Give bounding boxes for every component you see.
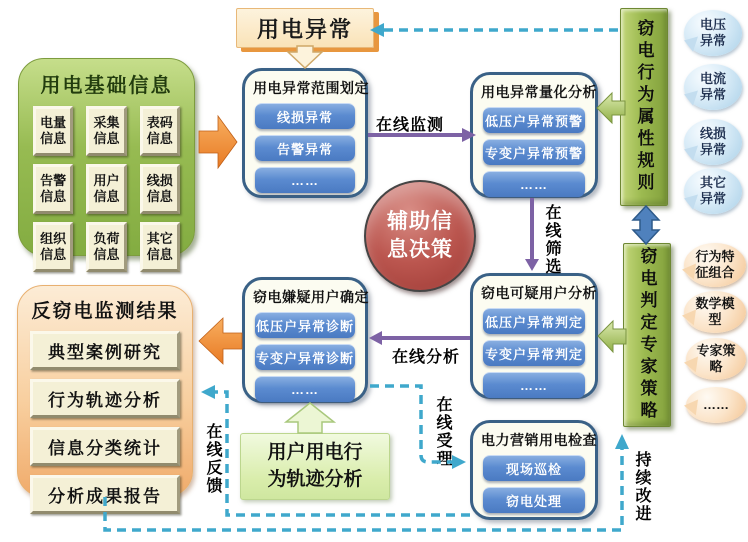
bubble-more: …… [686, 387, 746, 423]
node-power-usage-abnormal-label: 用电异常 [256, 16, 353, 42]
label-online-screening: 在线筛选 [543, 204, 560, 276]
node-theft-behavior-rules-label: 窃电行为属性规则 [634, 19, 654, 195]
base-info-item: 组织信息 [33, 222, 73, 272]
bubble-math-model: 数学模型 [684, 291, 746, 333]
base-info-item: 其它信息 [140, 222, 180, 272]
base-info-item: 线损信息 [140, 164, 180, 214]
label-online-feedback: 在线反馈 [204, 423, 221, 495]
base-info-item: 表码信息 [140, 106, 180, 156]
label-continuous-improvement: 持续改进 [633, 451, 650, 523]
doubtful-item: 低压户异常判定 [483, 308, 585, 334]
dashed-arrow-abnormal-feedback [370, 23, 618, 37]
node-abnormal-quantify [470, 72, 598, 198]
base-info-item: 电量信息 [33, 106, 73, 156]
label-online-monitoring: 在线监测 [376, 117, 445, 134]
node-theft-behavior-rules [620, 8, 668, 206]
trajectory-up-arrow-icon [286, 403, 334, 433]
node-base-info [18, 58, 195, 262]
suspect-item: 专变户异常诊断 [255, 344, 355, 370]
node-monitor-results [17, 285, 193, 506]
label-online-acceptance: 在线受理 [434, 396, 451, 468]
node-abnormal-quantify-title: 用电异常量化分析 [481, 84, 597, 100]
scope-item: 告警异常 [255, 135, 355, 161]
node-abnormal-scope-title: 用电异常范围划定 [253, 80, 369, 96]
base-info-item: 告警信息 [33, 164, 73, 214]
node-marketing-inspection-title: 电力营销用电检查 [481, 432, 597, 448]
bubble-expert-tactics: 专家策略 [686, 338, 746, 380]
node-suspect-users [242, 277, 368, 403]
bubble-voltage-abnormal: 电压异常 [684, 10, 742, 56]
node-expert-strategy [623, 243, 671, 427]
node-trajectory-analysis [240, 433, 390, 500]
bubble-other-abnormal: 其它异常 [684, 168, 742, 214]
arrow-online-analysis [369, 331, 470, 345]
down-arrow-icon [288, 46, 322, 68]
node-power-usage-abnormal [236, 8, 374, 48]
result-arrow-icon [199, 318, 242, 364]
inspection-item: 窃电处理 [483, 487, 585, 513]
node-monitor-results-title: 反窃电监测结果 [31, 301, 179, 322]
base-info-item: 采集信息 [86, 106, 126, 156]
node-trajectory-analysis-label: 用户用电行为轨迹分析 [267, 441, 363, 490]
bars-link-double-arrow-icon [633, 206, 659, 244]
node-suspect-users-title: 窃电嫌疑用户确定 [253, 289, 369, 305]
node-doubtful-users-title: 窃电可疑用户分析 [481, 285, 597, 301]
node-decision-support-label: 辅助信息决策 [387, 209, 453, 261]
base-info-grid [33, 106, 180, 272]
label-online-analysis: 在线分析 [392, 349, 461, 366]
suspect-item: …… [255, 376, 355, 402]
suspect-item: 低压户异常诊断 [255, 312, 355, 338]
doubtful-item: 专变户异常判定 [483, 340, 585, 366]
base-info-item: 用户信息 [86, 164, 126, 214]
result-item: 分析成果报告 [30, 475, 180, 514]
scope-item: …… [255, 167, 355, 193]
quantify-item: 低压户异常预警 [483, 107, 585, 133]
doubtful-item: …… [483, 372, 585, 398]
bubble-lineloss-abnormal: 线损异常 [684, 119, 742, 165]
result-item: 典型案例研究 [30, 331, 180, 370]
quantify-item: 专变户异常预警 [483, 139, 585, 165]
quantify-item: …… [483, 171, 585, 197]
node-marketing-inspection [470, 420, 598, 520]
node-base-info-title: 用电基础信息 [40, 75, 173, 97]
input-arrow-icon [199, 116, 237, 168]
base-info-item: 负荷信息 [86, 222, 126, 272]
strategy-apply-arrow-icon [598, 321, 626, 352]
result-item: 信息分类统计 [30, 427, 180, 466]
bubble-current-abnormal: 电流异常 [684, 64, 742, 110]
node-doubtful-users [470, 273, 598, 399]
node-abnormal-scope [242, 68, 368, 198]
node-decision-support [364, 180, 476, 292]
node-expert-strategy-label: 窃电判定专家策略 [637, 247, 657, 423]
scope-item: 线损异常 [255, 103, 355, 129]
result-item: 行为轨迹分析 [30, 379, 180, 418]
inspection-item: 现场巡检 [483, 455, 585, 481]
bubble-behavior-feature: 行为特征组合 [684, 243, 746, 287]
arrow-online-screening [525, 198, 539, 271]
